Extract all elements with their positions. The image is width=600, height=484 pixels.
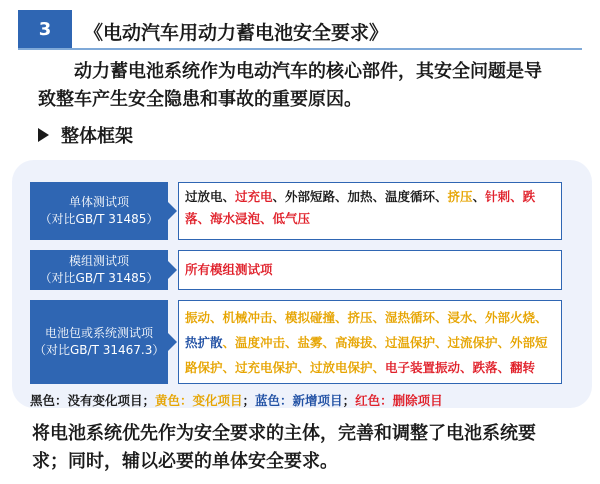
item-segment: 过放电、 [185, 189, 236, 204]
item-segment: 针刺、跌落、海水浸泡、低气压 [185, 189, 536, 226]
arrow-right-icon [38, 128, 49, 142]
cell-test-row [30, 182, 562, 240]
legend-yellow: 黄色：变化项目 [155, 393, 243, 408]
cell-test-items [178, 182, 562, 240]
pack-test-items [178, 300, 562, 384]
module-test-tag-ref: （对比GB/T 31485） [39, 271, 159, 285]
cell-test-tag [30, 182, 168, 240]
intro-line-1: 动力蓄电池系统作为电动汽车的核心部件，其安全问题是导 [74, 61, 542, 82]
color-legend [30, 391, 443, 409]
legend-red: 红色：删除项目 [355, 393, 443, 408]
conclusion-line-2: 求；同时，辅以必要的单体安全要求。 [32, 451, 338, 472]
module-test-tag [30, 250, 168, 290]
framework-bullet [38, 122, 133, 148]
section-header [18, 10, 582, 50]
item-segment: 振动、机械冲击、模拟碰撞、挤压、湿热循环、浸水、外部火烧、 [185, 310, 548, 325]
item-segment: 、外部短路、加热、温度循环、 [272, 189, 448, 204]
item-segment: 过充电 [235, 189, 273, 204]
item-segment: 电子装置振动、跌落、翻转 [385, 360, 536, 375]
intro-paragraph [38, 58, 578, 114]
legend-blue: 蓝色：新增项目 [255, 393, 343, 408]
item-segment: 挤压 [447, 189, 473, 204]
module-test-row [30, 250, 562, 290]
pack-test-tag-title: 电池包或系统测试项 [44, 326, 153, 340]
intro-line-2: 致整车产生安全隐患和事故的重要原因。 [38, 89, 362, 110]
conclusion-paragraph [32, 420, 592, 476]
cell-test-tag-ref: （对比GB/T 31485） [39, 212, 159, 226]
cell-test-tag-title: 单体测试项 [68, 195, 129, 209]
legend-black: 黑色：没有变化项目； [30, 393, 156, 408]
item-segment: 热扩散 [185, 335, 223, 350]
pack-test-row [30, 300, 562, 384]
legend-sep: ； [342, 393, 356, 408]
pack-test-tag [30, 300, 168, 384]
framework-label: 整体框架 [61, 126, 133, 147]
module-test-tag-title: 模组测试项 [68, 254, 129, 268]
conclusion-line-1: 将电池系统优先作为安全要求的主体，完善和调整了电池系统要 [32, 423, 536, 444]
section-title: 《电动汽车用动力蓄电池安全要求》 [84, 22, 389, 44]
legend-sep: ； [242, 393, 256, 408]
pack-test-tag-ref: （对比GB/T 31467.3） [34, 343, 165, 357]
module-test-items [178, 250, 562, 290]
item-segment: 、温度冲击、盐雾、高海拔、过温保护、过流保护、外部短路保护、过充电保护、过放电保护、 [185, 335, 548, 375]
section-number-badge: 3 [18, 10, 72, 48]
item-segment: 所有模组测试项 [185, 262, 273, 277]
item-segment: 、 [472, 189, 486, 204]
